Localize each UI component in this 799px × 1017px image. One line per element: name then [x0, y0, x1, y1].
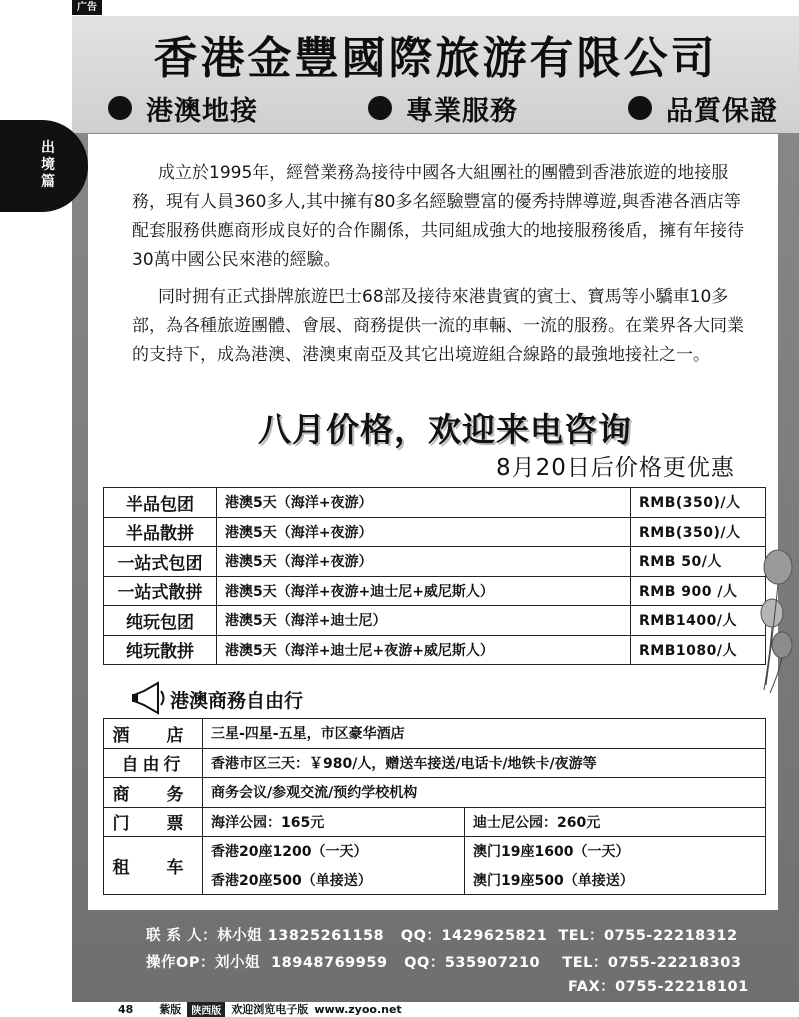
table-row [104, 719, 766, 749]
row-label: 门 票 [104, 807, 203, 837]
section-side-label [38, 140, 58, 191]
welcome-text: 欢迎浏览电子版 [231, 1003, 309, 1016]
tour-price: RMB(350)/人 [631, 488, 766, 518]
bullet-icon [108, 96, 132, 120]
tour-price: RMB 900 /人 [631, 576, 766, 606]
slogan-item [628, 89, 778, 128]
side-char: 境 [41, 157, 55, 173]
tour-price: RMB(350)/人 [631, 517, 766, 547]
tour-price: RMB1080/人 [631, 635, 766, 665]
row-value: 商务会议/参观交流/预约学校机构 [203, 778, 766, 808]
row-value: 迪士尼公园：260元 [465, 807, 766, 837]
tour-type: 纯玩包团 [104, 606, 217, 636]
edition-badge: 陕西版 [187, 1002, 225, 1017]
tour-route: 港澳5天（海洋+夜游） [217, 517, 631, 547]
slogan-item [108, 89, 258, 128]
tour-type: 半品散拼 [104, 517, 217, 547]
price-table [103, 487, 766, 665]
slogan-text: 專業服務 [406, 95, 518, 127]
tour-route: 港澳5天（海洋+夜游） [217, 488, 631, 518]
table-row [104, 547, 766, 577]
table-row [104, 517, 766, 547]
page-number: 48 [118, 1002, 134, 1016]
tour-route: 港澳5天（海洋+迪士尼） [217, 606, 631, 636]
contact-line-2: 操作OP：刘小姐 18948769959 QQ：535907210 TEL：0755-22218303 [146, 955, 742, 971]
table-row [104, 866, 766, 895]
intro-paragraph-2: 同时拥有正式掛牌旅遊巴士68部及接待來港貴賓的賓士、寶馬等小驕車10多部，為各種旅遊團體、會展、商務提供一流的車輛、一流的服務。在業界各大同業的支持下，成為港澳、港澳東南亞及其它出境遊組合線路的最強地接社之一。 [132, 287, 744, 365]
company-name: 香港金豐國際旅游有限公司 [153, 33, 718, 84]
page-footer [118, 1002, 402, 1016]
tour-route: 港澳5天（海洋+迪士尼+夜游+威尼斯人） [217, 635, 631, 665]
balloon-decoration-icon [756, 545, 796, 695]
tour-type: 半品包团 [104, 488, 217, 518]
row-value: 澳门19座1600（一天） [465, 837, 766, 866]
row-value: 香港20座500（单接送） [203, 866, 465, 895]
side-char: 篇 [41, 174, 55, 190]
tour-type: 一站式包团 [104, 547, 217, 577]
business-section-title: 港澳商務自由行 [170, 690, 304, 712]
table-row [104, 606, 766, 636]
table-row [104, 748, 766, 778]
row-value: 海洋公园：165元 [203, 807, 465, 837]
ad-tag: 广告 [72, 0, 102, 15]
tour-route: 港澳5天（海洋+夜游） [217, 547, 631, 577]
row-value: 澳门19座500（单接送） [465, 866, 766, 895]
tour-type: 一站式散拼 [104, 576, 217, 606]
bullet-icon [368, 96, 392, 120]
table-row [104, 635, 766, 665]
tour-type: 纯玩散拼 [104, 635, 217, 665]
tour-route: 港澳5天（海洋+夜游+迪士尼+威尼斯人） [217, 576, 631, 606]
table-row [104, 778, 766, 808]
side-char: 出 [41, 140, 55, 156]
row-value: 香港20座1200（一天） [203, 837, 465, 866]
row-label: 商 务 [104, 778, 203, 808]
slogan-text: 港澳地接 [146, 95, 258, 127]
edition-label: 紫版 [159, 1003, 182, 1016]
contact-line-1: 联 系 人：林小姐 13825261158 QQ：1429625821 TEL：0755-22218312 [146, 928, 738, 944]
table-row [104, 488, 766, 518]
slogan-row [108, 88, 778, 128]
table-row [104, 807, 766, 837]
megaphone-icon [128, 681, 168, 715]
business-table [103, 718, 766, 895]
price-headline: 八月价格，欢迎来电咨询 [258, 410, 632, 449]
table-row [104, 837, 766, 866]
intro-paragraph-1: 成立於1995年，經營業務為接待中國各大組團社的團體到香港旅遊的地接服務，現有人員360多人,其中擁有80多名經驗豐富的優秀持牌導遊,與香港各酒店等配套服務供應商形成良好的合作關係，共同組成強大的地接服務後盾，擁有年接待30萬中國公民來港的經驗。 [132, 163, 744, 270]
table-row [104, 576, 766, 606]
row-value: 三星-四星-五星，市区豪华酒店 [203, 719, 766, 749]
tour-price: RMB 50/人 [631, 547, 766, 577]
row-label: 自由行 [104, 748, 203, 778]
tour-price: RMB1400/人 [631, 606, 766, 636]
slogan-item [368, 89, 518, 128]
row-label: 租 车 [104, 837, 203, 895]
row-value: 香港市区三天：￥980/人，赠送车接送/电话卡/地铁卡/夜游等 [203, 748, 766, 778]
bullet-icon [628, 96, 652, 120]
row-label: 酒 店 [104, 719, 203, 749]
price-subheadline: 8月20日后价格更优惠 [496, 455, 735, 481]
slogan-text: 品質保證 [666, 95, 778, 127]
website-link[interactable]: www.zyoo.net [314, 1002, 402, 1016]
contact-fax: FAX：0755-22218101 [568, 979, 749, 995]
